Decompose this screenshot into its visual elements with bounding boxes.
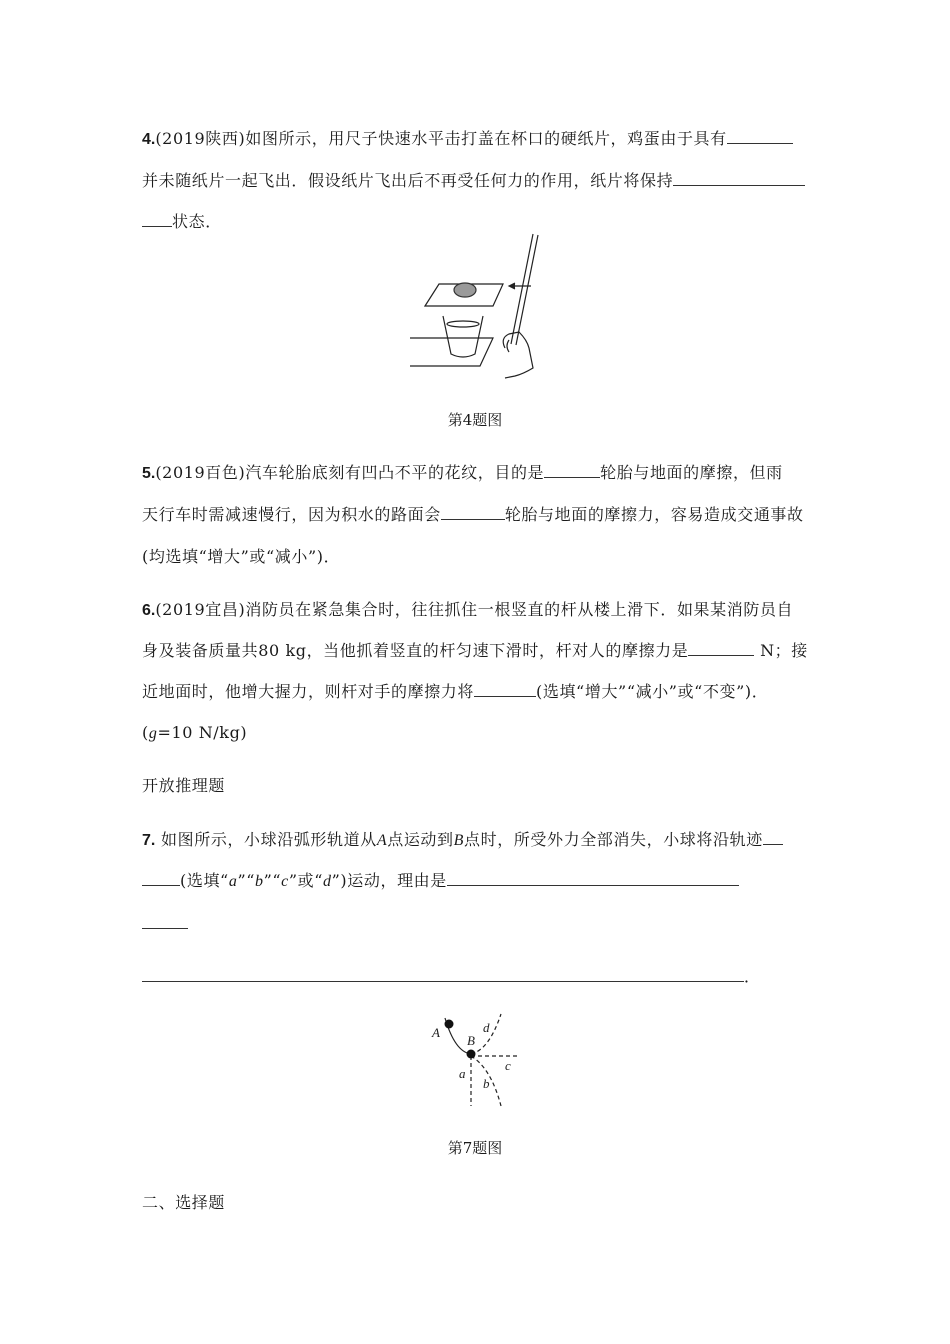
q7-text-2b: ”)运动，理由是 [331,871,447,890]
section-open-reasoning: 开放推理题 [142,776,226,795]
q4-line-1 [142,128,793,151]
label-B: B [467,1033,475,1048]
egg [454,283,476,297]
q4-text-2: 并未随纸片一起飞出．假设纸片飞出后不再受任何力的作用，纸片将保持 [142,171,674,190]
q7-end-period: ． [744,967,761,986]
q7-line-2 [142,870,739,893]
ball-at-A [445,1020,454,1029]
q4-figure-caption: 第4题图 [447,411,503,429]
q6-text-4b: =10 N/kg) [157,723,248,742]
ball-at-B [467,1050,476,1059]
q7-sep-1: ”“ [237,871,255,890]
q4-number: 4. [142,131,156,148]
q4-blank-2b[interactable] [142,212,172,227]
q6-line-1 [142,599,793,622]
q6-text-3b: (选填“增大”“减小”或“不变”)． [536,682,769,701]
q4-blank-1[interactable] [727,129,793,144]
label-b: b [483,1076,490,1091]
q6-g-symbol: g [148,725,158,742]
q5-number: 5. [142,465,156,482]
q6-number: 6. [142,602,156,619]
q7-option-d: d [323,873,332,890]
q5-text-1a: (2019百色)汽车轮胎底刻有凹凸不平的花纹，目的是 [155,463,545,482]
q6-text-4a: ( [142,723,149,742]
q5-text-2b: 轮胎与地面的摩擦力，容易造成交通事故 [504,505,804,524]
q4-blank-2a[interactable] [673,171,805,186]
trajectory-figure [425,1010,525,1110]
q7-blank-2b[interactable] [142,914,188,929]
q5-line-2 [142,504,804,526]
q7-option-c: c [281,873,289,890]
table-top [410,338,493,366]
q5-text-1b: 轮胎与地面的摩擦，但雨 [600,463,783,482]
q6-blank-2[interactable] [474,682,536,697]
q6-blank-1[interactable] [688,641,754,656]
egg-cup-ruler-figure [405,228,545,380]
q7-point-A: A [376,832,388,849]
q4-line-2 [142,170,805,192]
label-A: A [432,1025,440,1040]
section-choice: 二、选择题 [142,1193,226,1212]
q5-blank-1[interactable] [544,463,600,478]
q6-line-4 [142,722,247,745]
q7-blank-2c[interactable] [142,967,744,982]
q5-blank-2[interactable] [441,505,505,520]
q5-line-1 [142,462,783,485]
q7-line-3 [142,913,188,935]
q7-line-1 [142,829,783,852]
q7-sep-3: ”或“ [288,871,324,890]
q7-line-4 [142,966,761,988]
q7-text-1b: 点运动到 [387,830,454,849]
q6-line-2 [142,640,808,662]
q5-text-2a: 天行车时需减速慢行，因为积水的路面会 [142,505,441,524]
q7-sep-2: ”“ [263,871,282,890]
q7-text-1c: 点时，所受外力全部消失，小球将沿轨迹 [464,830,763,849]
q4-text-1: (2019陕西)如图所示，用尺子快速水平击打盖在杯口的硬纸片，鸡蛋由于具有 [155,129,727,148]
label-a: a [459,1066,466,1081]
q7-text-2a: (选填“ [180,871,229,890]
q6-text-1: (2019宜昌)消防员在紧急集合时，往往抓住一根竖直的杆从楼上滑下．如果某消防员自 [155,600,794,619]
q7-point-B: B [453,832,464,849]
label-c: c [505,1058,511,1073]
q6-line-3 [142,681,768,703]
q7-figure-caption: 第7题图 [447,1139,503,1157]
q6-text-2b: N；接 [760,641,808,660]
q6-text-2a: 身及装备质量共80 kg，当他抓着竖直的杆匀速下滑时，杆对人的摩擦力是 [142,641,689,660]
q7-text-1a: 如图所示，小球沿弧形轨道从 [161,830,377,849]
q6-text-3a: 近地面时，他增大握力，则杆对手的摩擦力将 [142,682,475,701]
q7-blank-2a[interactable] [447,871,739,886]
q7-option-b: b [255,873,264,890]
q4-line-3 [142,211,222,233]
label-d: d [483,1020,490,1035]
q4-text-3: 状态． [172,212,222,231]
q7-number: 7. [142,832,156,849]
q7-blank-1b[interactable] [142,871,180,886]
q7-option-a: a [228,873,238,890]
q5-line-3: (均选填“增大”或“减小”)． [142,547,341,566]
q7-blank-1a[interactable] [763,830,783,845]
